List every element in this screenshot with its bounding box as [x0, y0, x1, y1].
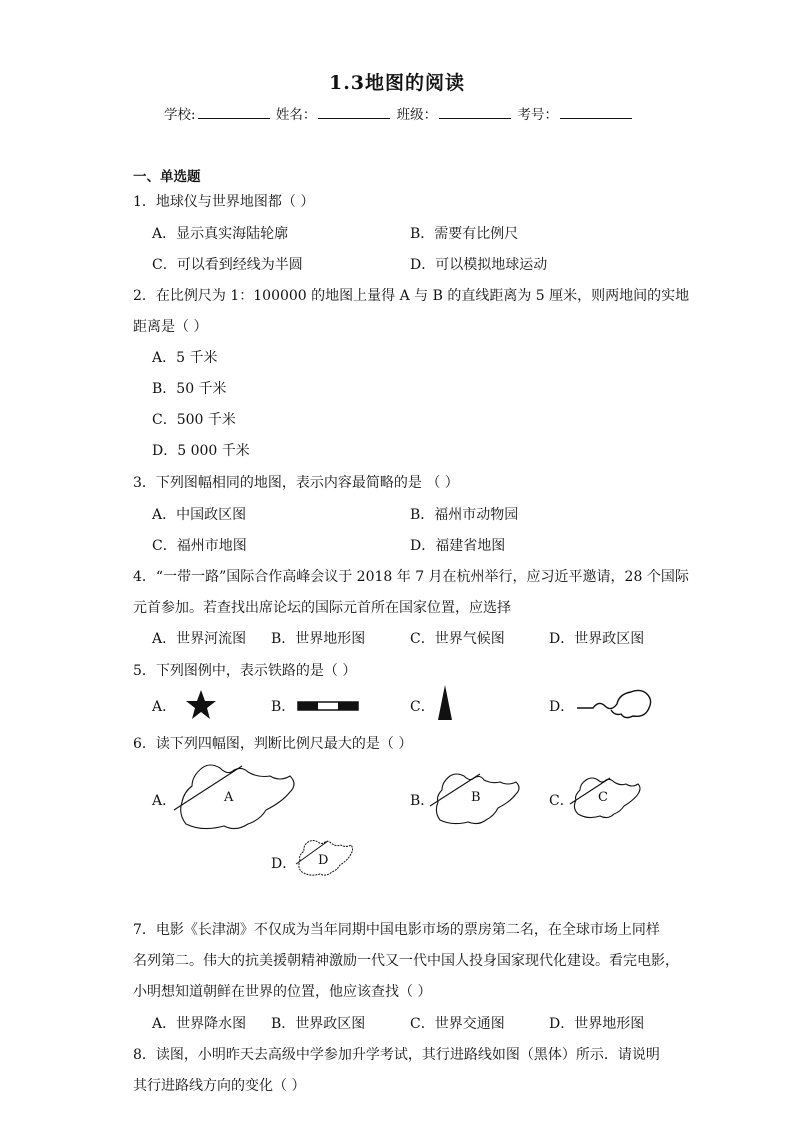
exam-no-label: 考号：	[517, 107, 558, 123]
q5-option-c[interactable]: C．	[410, 699, 435, 715]
map-c-label: C	[598, 790, 608, 805]
q5-option-d[interactable]: D．	[549, 699, 575, 715]
q8-stem-line1: 8．读图，小明昨天去高级中学参加升学考试，其行进路线如图（黑体）所示．请说明	[133, 1047, 660, 1063]
q7-stem-line3: 小明想知道朝鲜在世界的位置，他应该查找（ ）	[133, 984, 432, 1000]
q8-stem-line2: 其行进路线方向的变化（ ）	[133, 1078, 306, 1094]
star-icon	[184, 688, 218, 722]
student-info-line	[164, 103, 634, 123]
q7-option-c[interactable]: C．世界交通图	[410, 1016, 505, 1032]
q5-option-b[interactable]: B．	[271, 699, 296, 715]
q7-stem-line1: 7．电影《长津湖》不仅成为当年同期中国电影市场的票房第二名，在全球市场上同样	[133, 922, 660, 938]
mountain-peak-icon	[436, 684, 454, 722]
q1-stem: 1．地球仪与世界地图都（ ）	[133, 194, 315, 210]
q7-stem-line2: 名列第二。伟大的抗美援朝精神激励一代又一代中国人投身国家现代化建设。看完电影，	[133, 953, 679, 969]
q4-option-b[interactable]: B．世界地形图	[271, 631, 366, 647]
q7-option-a[interactable]: A．世界降水图	[152, 1016, 247, 1032]
q7-option-b[interactable]: B．世界政区图	[271, 1016, 366, 1032]
q2-option-b[interactable]: B．50 千米	[152, 381, 227, 397]
q1-option-b[interactable]: B．需要有比例尺	[410, 226, 519, 242]
map-b-label: B	[471, 790, 481, 805]
q7-option-d[interactable]: D．世界地形图	[549, 1016, 645, 1032]
map-a-label: A	[224, 790, 234, 805]
q4-option-d[interactable]: D．世界政区图	[549, 631, 645, 647]
school-label: 学校:	[164, 107, 196, 123]
class-blank[interactable]	[439, 106, 511, 119]
q6-option-a[interactable]: A．	[152, 793, 177, 809]
q6-option-d[interactable]: D．	[271, 856, 297, 872]
q3-option-a[interactable]: A．中国政区图	[152, 507, 247, 523]
q1-option-a[interactable]: A．显示真实海陆轮廓	[152, 226, 289, 242]
q2-stem-line1: 2．在比例尺为 1：100000 的地图上量得 A 与 B 的直线距离为 5 厘米，则两地间的实地	[133, 288, 690, 304]
q4-stem-line1: 4．“一带一路”国际合作高峰会议于 2018 年 7 月在杭州举行，应习近平邀请，28 个国际	[133, 569, 689, 585]
q5-stem: 5．下列图例中，表示铁路的是（ ）	[133, 663, 357, 679]
q1-option-d[interactable]: D．可以模拟地球运动	[410, 257, 548, 273]
q4-stem-line2: 元首参加。若查找出席论坛的国际元首所在国家位置，应选择	[133, 600, 511, 616]
q4-option-c[interactable]: C．世界气候图	[410, 631, 505, 647]
q2-option-d[interactable]: D．5 000 千米	[152, 443, 250, 459]
name-blank[interactable]	[318, 106, 390, 119]
q3-option-b[interactable]: B．福州市动物园	[410, 507, 519, 523]
map-d-label: D	[318, 853, 329, 868]
q3-option-c[interactable]: C．福州市地图	[152, 538, 247, 554]
school-blank[interactable]	[198, 106, 270, 119]
class-label: 班级：	[396, 107, 438, 123]
name-label: 姓名：	[275, 107, 317, 123]
q6-option-b[interactable]: B．	[410, 793, 435, 809]
q4-option-a[interactable]: A．世界河流图	[152, 631, 247, 647]
q6-option-c[interactable]: C．	[549, 793, 574, 809]
q2-stem-line2: 距离是（ ）	[133, 319, 208, 335]
map-a-outline	[172, 762, 302, 834]
q2-option-c[interactable]: C．500 千米	[152, 412, 236, 428]
q3-option-d[interactable]: D．福建省地图	[410, 538, 506, 554]
railway-symbol-icon	[297, 700, 359, 712]
q2-option-a[interactable]: A．5 千米	[152, 350, 218, 366]
river-lake-icon	[575, 686, 655, 722]
exam-no-blank[interactable]	[560, 106, 632, 119]
page-title: 1.3地图的阅读	[328, 72, 466, 94]
q1-option-c[interactable]: C．可以看到经线为半圆	[152, 257, 303, 273]
q6-stem: 6．读下列四幅图，判断比例尺最大的是（ ）	[133, 736, 413, 752]
section-heading: 一、单选题	[133, 169, 201, 185]
q5-option-a[interactable]: A．	[152, 699, 177, 715]
q3-stem: 3．下列图幅相同的地图，表示内容最简略的是 （ ）	[133, 475, 459, 491]
